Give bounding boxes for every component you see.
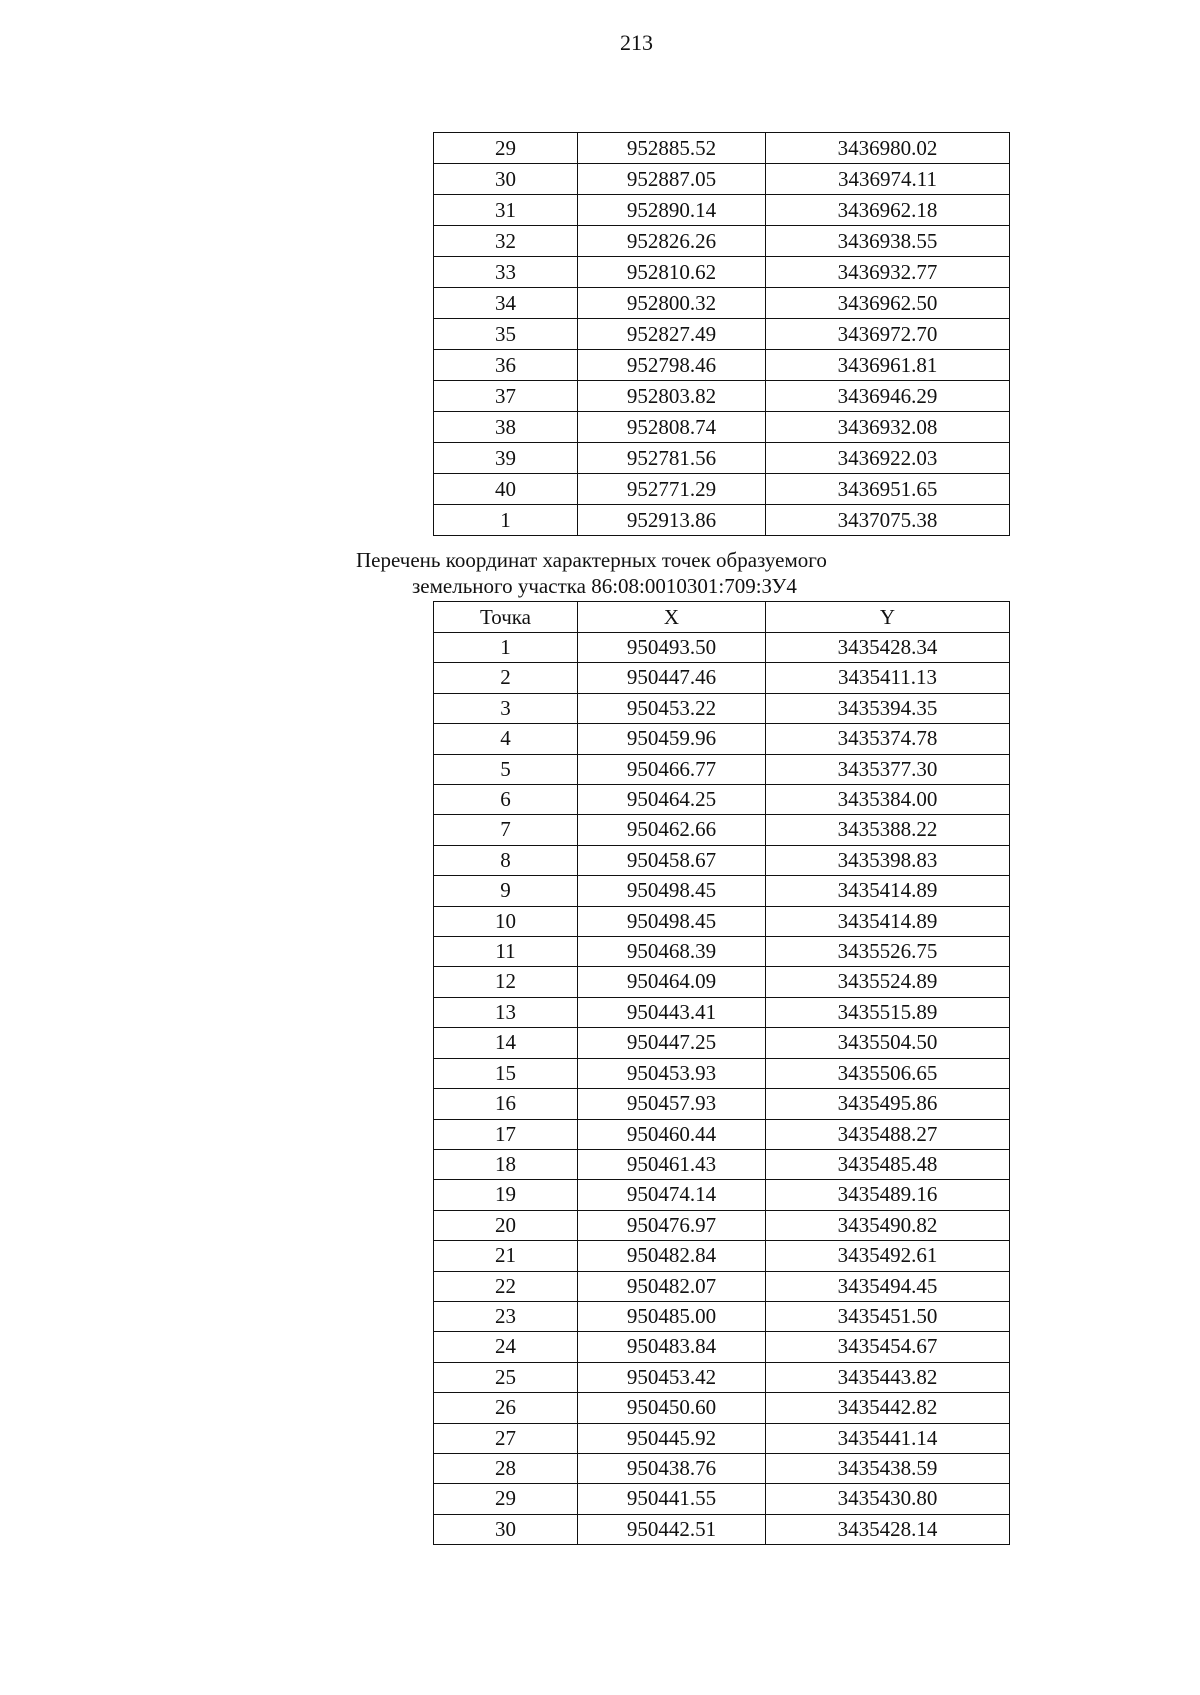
cell-x: 952771.29 [578, 474, 766, 505]
table-row [434, 505, 1010, 536]
table-row [434, 350, 1010, 381]
table-row [434, 226, 1010, 257]
cell-point: 7 [434, 815, 578, 845]
cell-y: 3436932.08 [766, 412, 1010, 443]
cell-point: 22 [434, 1271, 578, 1301]
table-row [434, 1301, 1010, 1331]
cell-x: 950450.60 [578, 1393, 766, 1423]
cell-y: 3435526.75 [766, 937, 1010, 967]
cell-x: 950498.45 [578, 876, 766, 906]
cell-point: 24 [434, 1332, 578, 1362]
cell-y: 3435394.35 [766, 693, 1010, 723]
cell-x: 952826.26 [578, 226, 766, 257]
table-row [434, 1028, 1010, 1058]
cell-point: 9 [434, 876, 578, 906]
cell-point: 23 [434, 1301, 578, 1331]
table-header-row [434, 602, 1010, 633]
table-row [434, 412, 1010, 443]
cell-x: 950447.25 [578, 1028, 766, 1058]
cell-y: 3436962.18 [766, 195, 1010, 226]
cell-y: 3435428.34 [766, 633, 1010, 663]
cell-y: 3435384.00 [766, 785, 1010, 815]
cell-point: 36 [434, 350, 578, 381]
cell-x: 950445.92 [578, 1423, 766, 1453]
cell-point: 28 [434, 1453, 578, 1483]
cell-x: 950476.97 [578, 1210, 766, 1240]
cell-y: 3435506.65 [766, 1058, 1010, 1088]
column-header-x: X [578, 602, 766, 633]
cell-point: 19 [434, 1180, 578, 1210]
cell-point: 6 [434, 785, 578, 815]
cell-y: 3436974.11 [766, 164, 1010, 195]
cell-x: 950460.44 [578, 1119, 766, 1149]
cell-y: 3435438.59 [766, 1453, 1010, 1483]
cell-point: 3 [434, 693, 578, 723]
table-row [434, 1119, 1010, 1149]
table-row [434, 1210, 1010, 1240]
table-row [434, 754, 1010, 784]
cell-point: 34 [434, 288, 578, 319]
cell-y: 3435411.13 [766, 663, 1010, 693]
cell-y: 3435488.27 [766, 1119, 1010, 1149]
table-row [434, 1058, 1010, 1088]
cell-x: 952885.52 [578, 133, 766, 164]
cell-y: 3435504.50 [766, 1028, 1010, 1058]
table-row [434, 1453, 1010, 1483]
cell-x: 950441.55 [578, 1484, 766, 1514]
cell-y: 3436962.50 [766, 288, 1010, 319]
table-row [434, 845, 1010, 875]
table-row [434, 1484, 1010, 1514]
table-row [434, 1089, 1010, 1119]
column-header-point: Точка [434, 602, 578, 633]
cell-x: 950443.41 [578, 997, 766, 1027]
table-row [434, 724, 1010, 754]
cell-y: 3435398.83 [766, 845, 1010, 875]
table-row [434, 1271, 1010, 1301]
cell-y: 3435441.14 [766, 1423, 1010, 1453]
cell-point: 30 [434, 164, 578, 195]
cell-x: 950482.07 [578, 1271, 766, 1301]
cell-point: 5 [434, 754, 578, 784]
cell-x: 950483.84 [578, 1332, 766, 1362]
cell-y: 3436922.03 [766, 443, 1010, 474]
cell-point: 40 [434, 474, 578, 505]
cell-x: 952913.86 [578, 505, 766, 536]
cell-x: 952810.62 [578, 257, 766, 288]
cell-y: 3435524.89 [766, 967, 1010, 997]
cell-x: 950493.50 [578, 633, 766, 663]
cell-y: 3436938.55 [766, 226, 1010, 257]
cell-x: 950464.25 [578, 785, 766, 815]
cell-x: 950453.42 [578, 1362, 766, 1392]
cell-point: 4 [434, 724, 578, 754]
cell-x: 950466.77 [578, 754, 766, 784]
cell-x: 950485.00 [578, 1301, 766, 1331]
cell-x: 950461.43 [578, 1149, 766, 1179]
cell-point: 38 [434, 412, 578, 443]
table-row [434, 633, 1010, 663]
cell-y: 3436961.81 [766, 350, 1010, 381]
cell-point: 32 [434, 226, 578, 257]
cell-point: 15 [434, 1058, 578, 1088]
cell-y: 3436946.29 [766, 381, 1010, 412]
column-header-y: Y [766, 602, 1010, 633]
cell-point: 11 [434, 937, 578, 967]
cell-y: 3435495.86 [766, 1089, 1010, 1119]
cell-y: 3435428.14 [766, 1514, 1010, 1544]
cell-y: 3436951.65 [766, 474, 1010, 505]
cell-point: 1 [434, 633, 578, 663]
coordinates-table-continued [433, 132, 1010, 536]
cell-y: 3435374.78 [766, 724, 1010, 754]
cell-y: 3435515.89 [766, 997, 1010, 1027]
table-row [434, 133, 1010, 164]
cell-x: 952808.74 [578, 412, 766, 443]
cell-y: 3436972.70 [766, 319, 1010, 350]
cell-x: 950458.67 [578, 845, 766, 875]
cell-point: 29 [434, 1484, 578, 1514]
coordinates-table-body [434, 633, 1010, 1545]
table-row [434, 381, 1010, 412]
cell-y: 3435442.82 [766, 1393, 1010, 1423]
cell-x: 952800.32 [578, 288, 766, 319]
cell-point: 17 [434, 1119, 578, 1149]
cell-y: 3435414.89 [766, 906, 1010, 936]
cell-x: 952803.82 [578, 381, 766, 412]
table-row [434, 1423, 1010, 1453]
cell-x: 950459.96 [578, 724, 766, 754]
cell-point: 30 [434, 1514, 578, 1544]
cell-y: 3435490.82 [766, 1210, 1010, 1240]
cell-x: 950498.45 [578, 906, 766, 936]
cell-point: 18 [434, 1149, 578, 1179]
cell-x: 950453.22 [578, 693, 766, 723]
table-row [434, 693, 1010, 723]
cell-x: 950464.09 [578, 967, 766, 997]
cell-y: 3435489.16 [766, 1180, 1010, 1210]
table-row [434, 906, 1010, 936]
cell-point: 39 [434, 443, 578, 474]
cell-point: 10 [434, 906, 578, 936]
cell-x: 950474.14 [578, 1180, 766, 1210]
table-row [434, 257, 1010, 288]
cell-x: 950447.46 [578, 663, 766, 693]
coordinates-table-body [434, 133, 1010, 536]
cell-point: 35 [434, 319, 578, 350]
table-row [434, 1393, 1010, 1423]
cell-x: 950457.93 [578, 1089, 766, 1119]
table-row [434, 443, 1010, 474]
cell-y: 3436980.02 [766, 133, 1010, 164]
cell-point: 12 [434, 967, 578, 997]
cell-point: 1 [434, 505, 578, 536]
table-row [434, 474, 1010, 505]
cell-y: 3435494.45 [766, 1271, 1010, 1301]
cell-point: 37 [434, 381, 578, 412]
cell-point: 29 [434, 133, 578, 164]
table-row [434, 1241, 1010, 1271]
table-row [434, 937, 1010, 967]
cell-point: 21 [434, 1241, 578, 1271]
table-row [434, 288, 1010, 319]
cell-y: 3435454.67 [766, 1332, 1010, 1362]
cell-y: 3435485.48 [766, 1149, 1010, 1179]
cell-point: 14 [434, 1028, 578, 1058]
table-row [434, 195, 1010, 226]
cell-y: 3435377.30 [766, 754, 1010, 784]
cell-x: 952890.14 [578, 195, 766, 226]
coordinates-table-zu4 [433, 601, 1010, 1545]
table-row [434, 815, 1010, 845]
cell-y: 3435451.50 [766, 1301, 1010, 1331]
cell-point: 27 [434, 1423, 578, 1453]
cell-x: 950468.39 [578, 937, 766, 967]
cell-point: 8 [434, 845, 578, 875]
table-row [434, 1362, 1010, 1392]
cell-y: 3436932.77 [766, 257, 1010, 288]
table-row [434, 785, 1010, 815]
table-row [434, 967, 1010, 997]
cell-point: 26 [434, 1393, 578, 1423]
cell-point: 2 [434, 663, 578, 693]
cell-point: 25 [434, 1362, 578, 1392]
table-row [434, 1149, 1010, 1179]
cell-point: 16 [434, 1089, 578, 1119]
cell-x: 952827.49 [578, 319, 766, 350]
cell-y: 3435414.89 [766, 876, 1010, 906]
table-row [434, 1332, 1010, 1362]
table-row [434, 319, 1010, 350]
table-row [434, 997, 1010, 1027]
page-number: 213 [620, 30, 653, 55]
cell-point: 31 [434, 195, 578, 226]
cell-x: 952887.05 [578, 164, 766, 195]
cell-point: 33 [434, 257, 578, 288]
table-row [434, 1180, 1010, 1210]
cell-x: 950453.93 [578, 1058, 766, 1088]
cell-y: 3435388.22 [766, 815, 1010, 845]
table-row [434, 1514, 1010, 1544]
cell-point: 13 [434, 997, 578, 1027]
cell-x: 952781.56 [578, 443, 766, 474]
cell-x: 950442.51 [578, 1514, 766, 1544]
cell-x: 950482.84 [578, 1241, 766, 1271]
cell-x: 950462.66 [578, 815, 766, 845]
cell-x: 952798.46 [578, 350, 766, 381]
section-heading-line-2: земельного участка 86:08:0010301:709:ЗУ4 [412, 574, 797, 598]
cell-y: 3435430.80 [766, 1484, 1010, 1514]
cell-point: 20 [434, 1210, 578, 1240]
table-row [434, 164, 1010, 195]
table-row [434, 663, 1010, 693]
table-row [434, 876, 1010, 906]
cell-y: 3435443.82 [766, 1362, 1010, 1392]
section-heading-line-1: Перечень координат характерных точек образуемого [356, 548, 827, 572]
cell-y: 3435492.61 [766, 1241, 1010, 1271]
cell-y: 3437075.38 [766, 505, 1010, 536]
cell-x: 950438.76 [578, 1453, 766, 1483]
